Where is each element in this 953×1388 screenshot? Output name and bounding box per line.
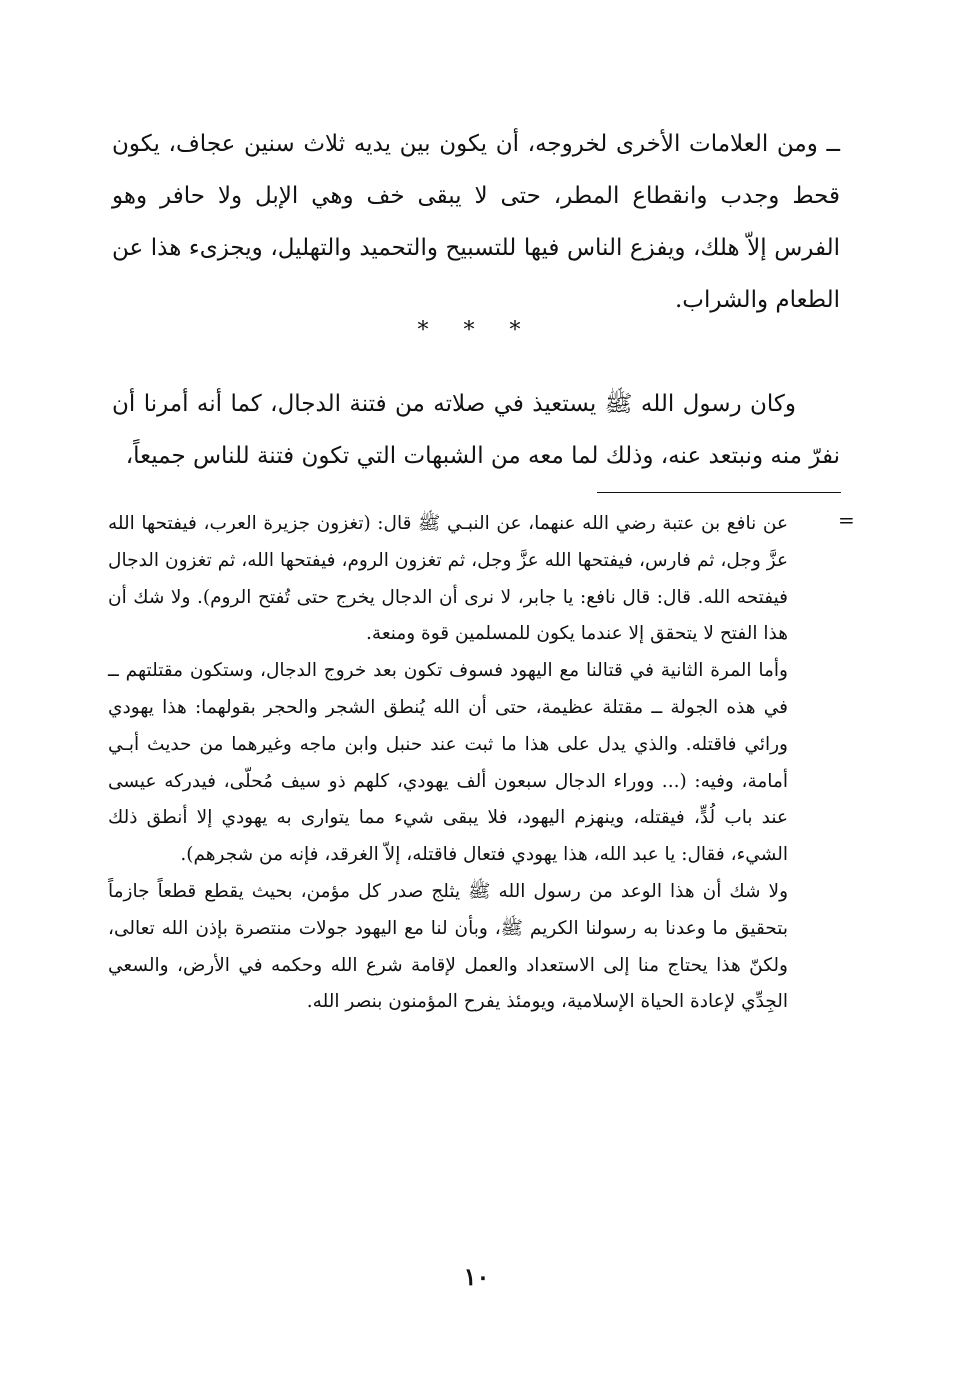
- paragraph-seeking-refuge: وكان رسول الله ﷺ يستعيذ في صلاته من فتنة الدجال، كما أنه أمرنا أن نفرّ منه ونبتعد عنه، وذلك لما معه من الشبهات التي تكون فتنة للناس جميعاً،: [112, 391, 840, 469]
- footnote-continuation-mark: =: [838, 508, 855, 532]
- footnote-paragraph: وأما المرة الثانية في قتالنا مع اليهود فسوف تكون بعد خروج الدجال، وستكون مقتلتهم ــ في هذه الجولة ــ مقتلة عظيمة، حتى أن الله يُنطق الشجر والحجر بقولهما: هذا يهودي ورائي فاقتله. والذي يدل على هذا ما ثبت عند حنبل وابن ماجه وغيرهما من حديث أبـي أمامة، وفيه: (... ووراء الدجال سبعون ألف يهودي، كلهم ذو سيف مُحلّى، فيدركه عيسى عند باب لُدٍّ، فيقتله، وينهزم اليهود، فلا يبقى شيء مما يتوارى به يهودي إلا أنطق ذلك الشيء، فقال: يا عبد الله، هذا يهودي فتعال فاقتله، إلاّ الغرقد، فإنه من شجرهم).: [108, 660, 788, 866]
- footnote-paragraph: ولا شك أن هذا الوعد من رسول الله ﷺ يثلج صدر كل مؤمن، بحيث يقطع قطعاً جازماً بتحقيق ما وعدنا به رسولنا الكريم ﷺ، وبأن لنا مع اليهود جولات منتصرة بإذن الله تعالى، ولكنّ هذا يحتاج منا إلى الاستعداد والعمل لإقامة شرع الله وحكمه في الأرض، والسعي الجِدِّي لإعادة الحياة الإسلامية، ويومئذ يفرح المؤمنون بنصر الله.: [108, 880, 788, 1013]
- main-text-block: [112, 118, 840, 326]
- section-separator: * * *: [417, 318, 535, 343]
- paragraph-signs-of-dajjal: ــ ومن العلامات الأخرى لخروجه، أن يكون بين يديه ثلاث سنين عجاف، يكون قحط وجدب وانقطاع المطر، حتى لا يبقى خف وهي الإبل ولا حافر وهو الفرس إلاّ هلك، ويفزع الناس فيها للتسبيح والتحميد والتهليل، ويجزىء هذا عن الطعام والشراب.: [112, 131, 840, 313]
- page-number: ١٠: [463, 1262, 490, 1291]
- footnote-divider: [597, 492, 841, 493]
- footnote-area: [108, 506, 788, 1021]
- footnote-paragraph: عن نافع بن عتبة رضي الله عنهما، عن النبـي ﷺ قال: (تغزون جزيرة العرب، فيفتحها الله عزَّ وجل، ثم فارس، فيفتحها الله عزَّ وجل، ثم تغزون الروم، فيفتحها الله، ثم تغزون الدجال فيفتحه الله. قال: قال نافع: يا جابر، لا نرى أن الدجال يخرج حتى تُفتح الروم). ولا شك أن هذا الفتح لا يتحقق إلا عندما يكون للمسلمين قوة ومنعة.: [108, 513, 788, 645]
- main-text-block-2: [112, 378, 840, 482]
